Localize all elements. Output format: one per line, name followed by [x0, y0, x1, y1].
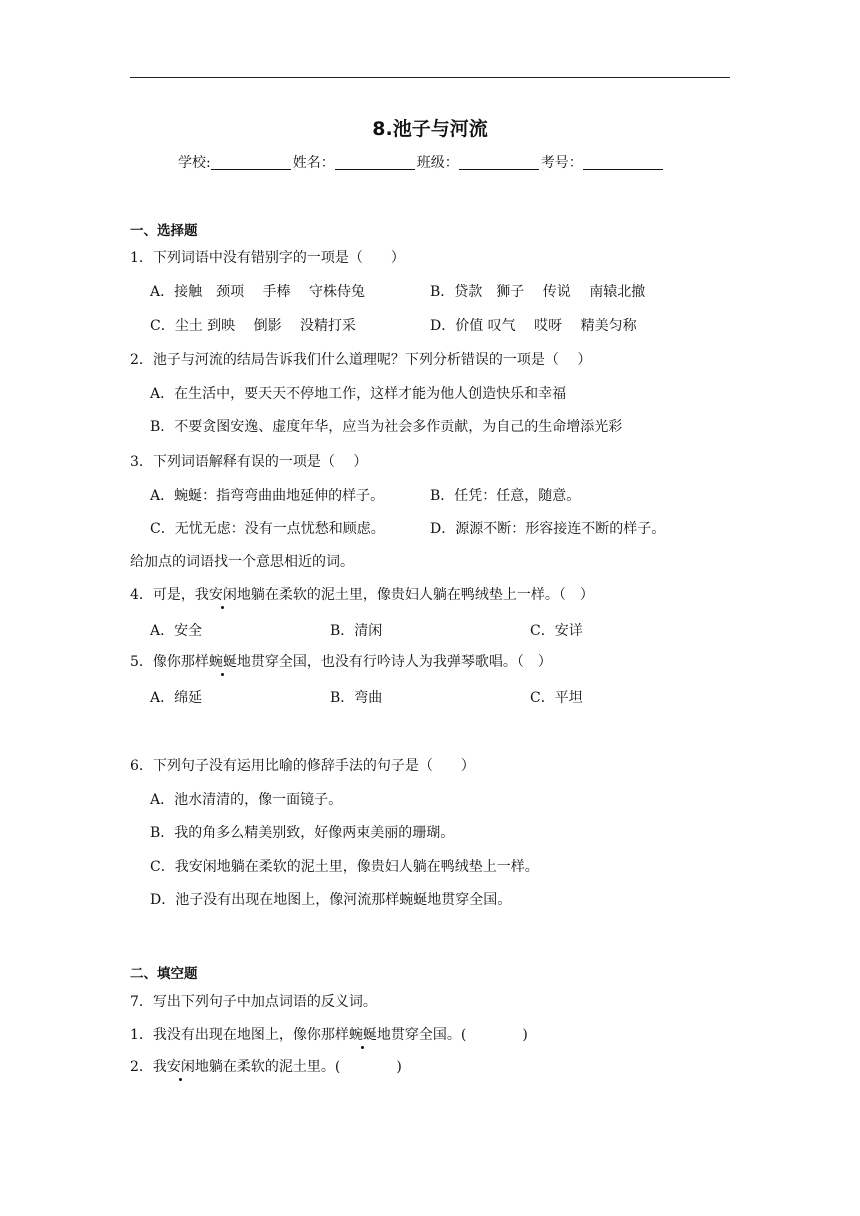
q5-dotted-word: 蜿蜒: [209, 651, 237, 671]
q3-option-d[interactable]: D．源源不断：形容接连不断的样子。: [430, 521, 666, 537]
q6-option-b[interactable]: B．我的角多么精美别致，好像两束美丽的珊瑚。: [150, 825, 455, 841]
name-blank[interactable]: [335, 155, 415, 170]
q4-stem: [130, 584, 594, 604]
school-blank[interactable]: [211, 155, 291, 170]
section-heading-choice: 一、选择题: [130, 223, 198, 239]
q2-option-b[interactable]: B．不要贪图安逸、虚度年华，应当为社会多作贡献，为自己的生命增添光彩: [150, 419, 623, 435]
q6-option-a[interactable]: A．池水清清的，像一面镜子。: [150, 792, 343, 808]
class-label: 班级：: [416, 155, 459, 171]
q7-sentence-1: [130, 1024, 528, 1044]
q1-option-a[interactable]: A．接触 颈项 手棒 守株侍兔: [150, 284, 366, 300]
q1-stem: 1．下列词语中没有错别字的一项是（ ）: [130, 250, 405, 266]
q6-option-d[interactable]: D．池子没有出现在地图上，像河流那样蜿蜒地贯穿全国。: [150, 892, 512, 908]
instruction-text: 给加点的词语找一个意思相近的词。: [130, 554, 354, 570]
q7-stem: 7．写出下列句子中加点词语的反义词。: [130, 994, 377, 1010]
q7-sentence-2: [130, 1056, 402, 1076]
q4-stem-pre: 4．可是，我: [130, 587, 209, 603]
page-title: 8.池子与河流: [372, 118, 488, 140]
q6-stem: 6．下列句子没有运用比喻的修辞手法的句子是（ ）: [130, 758, 475, 774]
q5-stem-post: 地贯穿全国，也没有行吟诗人为我弹琴歌唱。（ ）: [236, 654, 552, 670]
q3-option-a[interactable]: A．蜿蜒：指弯弯曲曲地延伸的样子。: [150, 488, 385, 504]
q7-s2-dotted-word: 安闲: [167, 1056, 195, 1076]
q4-option-a[interactable]: A．安全: [150, 623, 203, 639]
q7-s2-pre: 2．我: [130, 1059, 167, 1075]
q3-stem: 3．下列词语解释有误的一项是（ ）: [130, 454, 368, 470]
q5-option-a[interactable]: A．绵延: [150, 690, 203, 706]
exam-label: 考号：: [540, 155, 583, 171]
class-blank[interactable]: [459, 155, 539, 170]
q2-option-a[interactable]: A．在生活中，要天天不停地工作，这样才能为他人创造快乐和幸福: [150, 386, 567, 402]
q4-stem-post: 地躺在柔软的泥土里，像贵妇人躺在鸭绒垫上一样。（ ）: [236, 587, 594, 603]
q4-option-c[interactable]: C．安详: [530, 623, 583, 639]
q7-s1-pre: 1．我没有出现在地图上，像你那样: [130, 1027, 349, 1043]
q3-option-c[interactable]: C．无忧无虑：没有一点忧愁和顾虑。: [150, 521, 385, 537]
section-heading-fill: 二、填空题: [130, 966, 198, 982]
school-label: 学校:: [178, 155, 211, 171]
q5-stem-pre: 5．像你那样: [130, 654, 209, 670]
name-label: 姓名：: [292, 155, 335, 171]
student-info-line: [178, 152, 665, 172]
q3-option-b[interactable]: B．任凭：任意，随意。: [430, 488, 581, 504]
q7-s2-post[interactable]: 地躺在柔软的泥土里。( ): [194, 1059, 402, 1075]
q5-stem: [130, 651, 552, 671]
q7-s1-post[interactable]: 地贯穿全国。( ): [376, 1027, 528, 1043]
q1-option-c[interactable]: C．尘土 到映 倒影 没精打采: [150, 318, 357, 334]
q4-option-b[interactable]: B．清闲: [330, 623, 383, 639]
q5-option-c[interactable]: C．平坦: [530, 690, 583, 706]
q1-option-b[interactable]: B．贷款 狮子 传说 南辕北撤: [430, 284, 646, 300]
top-rule: [130, 77, 730, 78]
exam-blank[interactable]: [583, 155, 663, 170]
q6-option-c[interactable]: C．我安闲地躺在柔软的泥土里，像贵妇人躺在鸭绒垫上一样。: [150, 859, 539, 875]
q7-s1-dotted-word: 蜿蜒: [349, 1024, 377, 1044]
q5-option-b[interactable]: B．弯曲: [330, 690, 383, 706]
q4-dotted-word: 安闲: [209, 584, 237, 604]
q2-stem: 2．池子与河流的结局告诉我们什么道理呢？下列分析错误的一项是（ ）: [130, 352, 592, 368]
q1-option-d[interactable]: D．价值 叹气 哎呀 精美匀称: [430, 318, 637, 334]
